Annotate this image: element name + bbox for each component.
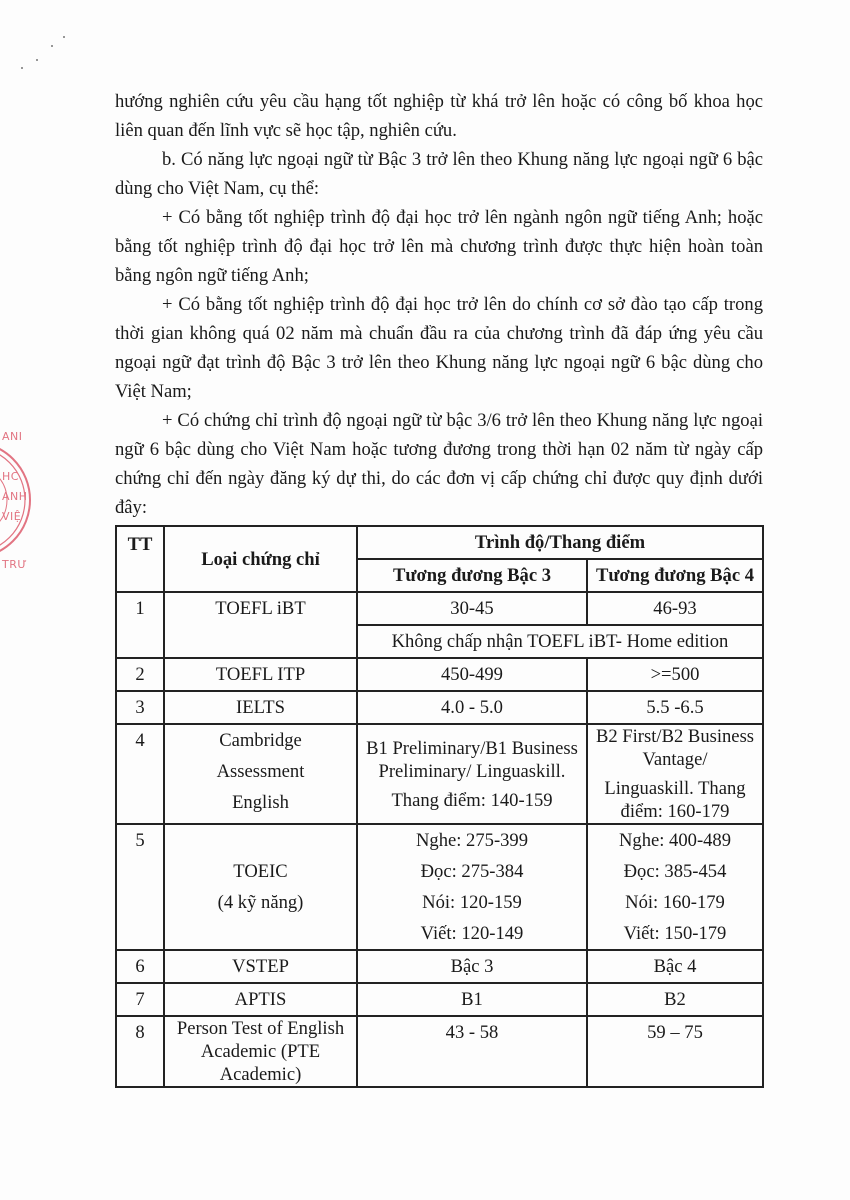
table-row xyxy=(116,950,763,983)
cell-certificate-type xyxy=(164,724,357,824)
score-line: B1 Preliminary/B1 Business Preliminary/ Linguaskill. xyxy=(366,737,578,782)
score-line: Đọc: 275-384 xyxy=(420,861,524,882)
certificate-name-line: APTIS xyxy=(234,989,287,1010)
cell-tt: 8 xyxy=(116,1016,164,1087)
cell-certificate-type xyxy=(164,824,357,950)
score-line: 450-499 xyxy=(441,664,503,685)
cell-level-3 xyxy=(357,658,587,691)
stamp-text-fragment: ANI xyxy=(2,430,23,443)
table-row xyxy=(116,983,763,1016)
cell-tt: 2 xyxy=(116,658,164,691)
score-line: 43 - 58 xyxy=(445,1022,499,1043)
stamp-text-fragment: VIỆ xyxy=(2,510,22,523)
cell-tt: 1 xyxy=(116,592,164,658)
score-line: Bậc 3 xyxy=(450,956,494,977)
cell-level-4 xyxy=(587,983,763,1016)
document-body xyxy=(115,87,763,1088)
cell-level-3 xyxy=(357,592,587,625)
paragraph-bullet-degree-same-institution: + Có bằng tốt nghiệp trình độ đại học trở lên do chính cơ sở đào tạo cấp trong thời gian không quá 02 năm mà chuẩn đầu ra của chương trình đã đáp ứng yêu cầu ngoại ngữ đạt trình độ Bậc 3 trở lên theo Khung năng lực ngoại ngữ 6 bậc dùng cho Việt Nam; xyxy=(115,294,763,402)
score-line: Nghe: 400-489 xyxy=(618,830,732,851)
cell-tt: 4 xyxy=(116,724,164,824)
cell-certificate-type xyxy=(164,983,357,1016)
score-line: 4.0 - 5.0 xyxy=(441,697,503,718)
header-level-4: Tương đương Bậc 4 xyxy=(587,559,763,592)
stamp-text-fragment: ANH xyxy=(2,490,28,503)
score-line: Nói: 160-179 xyxy=(625,892,725,913)
cell-level-3 xyxy=(357,1016,587,1087)
certificate-name-line: English xyxy=(232,792,289,813)
paragraph-section-b: b. Có năng lực ngoại ngữ từ Bậc 3 trở lên theo Khung năng lực ngoại ngữ 6 bậc dùng cho Việt Nam, cụ thể: xyxy=(115,149,763,199)
cell-certificate-type xyxy=(164,592,357,658)
score-line: B2 First/B2 Business Vantage/ xyxy=(595,726,755,770)
cell-level-4 xyxy=(587,592,763,625)
table-row xyxy=(116,724,763,824)
certificate-name-line: IELTS xyxy=(236,697,285,718)
paragraph-continuation: hướng nghiên cứu yêu cầu hạng tốt nghiệp từ khá trở lên hoặc có công bố khoa học liên quan đến lĩnh vực sẽ học tập, nghiên cứu. xyxy=(115,91,763,141)
paragraph-bullet-certificate: + Có chứng chỉ trình độ ngoại ngữ từ bậc 3/6 trở lên theo Khung năng lực ngoại ngữ 6 bậc dùng cho Việt Nam hoặc tương đương trong thời hạn 02 năm từ ngày cấp chứng chỉ đến ngày đăng ký dự thi, do các đơn vị cấp chứng chỉ được quy định dưới đây: xyxy=(115,410,763,518)
certificate-name-line: TOEIC xyxy=(233,861,288,882)
score-line: 30-45 xyxy=(450,598,494,619)
scan-speck xyxy=(21,67,23,69)
cell-level-4 xyxy=(587,658,763,691)
certificate-equivalence-table xyxy=(115,525,764,1088)
cell-tt: 6 xyxy=(116,950,164,983)
red-seal-stamp xyxy=(0,420,32,580)
cell-level-4 xyxy=(587,724,763,824)
table-row xyxy=(116,1016,763,1087)
table-row xyxy=(116,658,763,691)
cell-tt: 3 xyxy=(116,691,164,724)
score-line: Viết: 150-179 xyxy=(623,923,727,944)
table-header-row xyxy=(116,526,763,559)
score-line: Bậc 4 xyxy=(653,956,697,977)
header-level-score: Trình độ/Thang điểm xyxy=(357,526,763,559)
certificate-name-line: VSTEP xyxy=(232,956,289,977)
stamp-text-fragment: HC xyxy=(2,470,19,483)
cell-certificate-type xyxy=(164,658,357,691)
cell-level-3 xyxy=(357,950,587,983)
certificate-name-line: Person Test of English Academic (PTE Academic) xyxy=(176,1018,345,1085)
header-tt: TT xyxy=(116,526,164,592)
score-line: Thang điểm: 140-159 xyxy=(391,789,553,811)
cell-note: Không chấp nhận TOEFL iBT- Home edition xyxy=(357,625,763,658)
score-line: B1 xyxy=(461,989,483,1010)
certificate-name-line: (4 kỹ năng) xyxy=(217,892,304,913)
table-row xyxy=(116,691,763,724)
certificate-name-line: TOEFL iBT xyxy=(215,598,306,619)
header-certificate-type: Loại chứng chỉ xyxy=(164,526,357,592)
score-line: Linguaskill. Thang điểm: 160-179 xyxy=(604,778,746,822)
header-level-3: Tương đương Bậc 3 xyxy=(357,559,587,592)
score-line: Nghe: 275-399 xyxy=(415,830,529,851)
score-line: B2 xyxy=(664,989,686,1010)
cell-tt: 5 xyxy=(116,824,164,950)
paragraph-bullet-degree-english: + Có bằng tốt nghiệp trình độ đại học trở lên ngành ngôn ngữ tiếng Anh; hoặc bằng tốt nghiệp trình độ đại học trở lên mà chương trình được thực hiện hoàn toàn bằng ngôn ngữ tiếng Anh; xyxy=(115,207,763,286)
cell-level-4 xyxy=(587,950,763,983)
table-row xyxy=(116,824,763,950)
scan-speck xyxy=(51,45,53,47)
score-line: Đọc: 385-454 xyxy=(623,861,727,882)
cell-certificate-type xyxy=(164,1016,357,1087)
cell-level-3 xyxy=(357,824,587,950)
score-line: Viết: 120-149 xyxy=(420,923,524,944)
cell-level-4 xyxy=(587,1016,763,1087)
score-line: 5.5 -6.5 xyxy=(646,697,704,718)
score-line: 59 – 75 xyxy=(647,1022,703,1043)
cell-level-3 xyxy=(357,724,587,824)
certificate-name-line: Cambridge xyxy=(219,730,302,751)
scan-speck xyxy=(63,36,65,38)
score-line: Nói: 120-159 xyxy=(422,892,522,913)
score-line: >=500 xyxy=(650,664,700,685)
scan-speck xyxy=(36,59,38,61)
table-row xyxy=(116,592,763,625)
cell-certificate-type xyxy=(164,950,357,983)
cell-level-3 xyxy=(357,983,587,1016)
certificate-name-line: TOEFL ITP xyxy=(215,664,306,685)
cell-level-4 xyxy=(587,824,763,950)
cell-tt: 7 xyxy=(116,983,164,1016)
stamp-text-fragment: TRƯ xyxy=(2,558,28,571)
cell-level-4 xyxy=(587,691,763,724)
cell-level-3 xyxy=(357,691,587,724)
certificate-name-line: Assessment xyxy=(216,761,305,782)
score-line: 46-93 xyxy=(653,598,697,619)
cell-certificate-type xyxy=(164,691,357,724)
